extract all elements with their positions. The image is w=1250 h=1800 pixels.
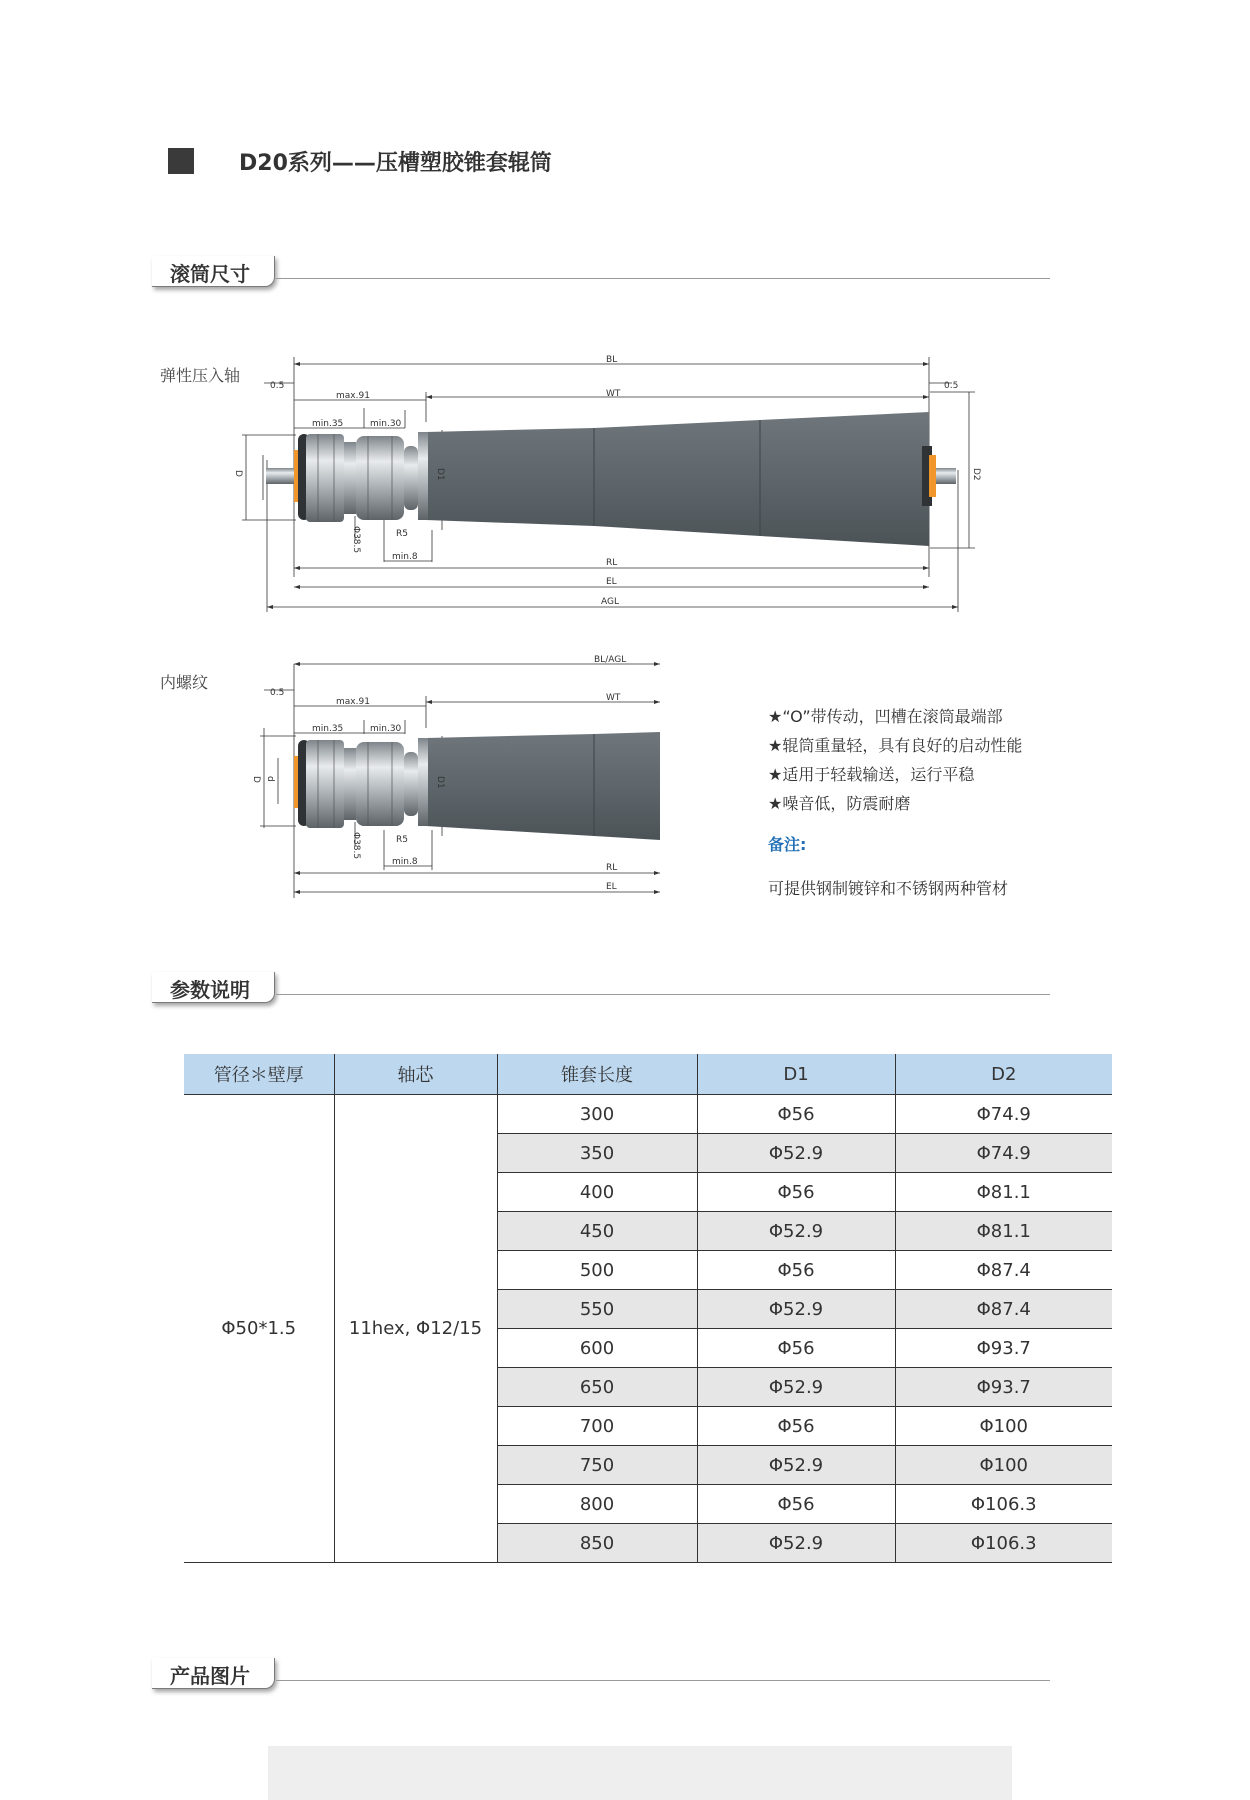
header-d2: D2 (895, 1054, 1112, 1095)
cell-d2: Φ106.3 (895, 1485, 1112, 1524)
dim2-r5: R5 (396, 835, 408, 845)
dim-r5: R5 (396, 529, 408, 539)
table-row (184, 1095, 1112, 1134)
cell-d1: Φ52.9 (697, 1446, 895, 1485)
cell-length: 450 (497, 1212, 697, 1251)
dim-half-left: 0.5 (270, 381, 285, 391)
dim2-min8: min.8 (392, 857, 418, 867)
cell-d2: Φ93.7 (895, 1329, 1112, 1368)
header-sleeve-length: 锥套长度 (497, 1054, 697, 1095)
cell-d1: Φ52.9 (697, 1134, 895, 1173)
cell-length: 400 (497, 1173, 697, 1212)
dim2-max91: max.91 (336, 697, 370, 707)
cell-d1: Φ52.9 (697, 1290, 895, 1329)
dim2-min30: min.30 (370, 724, 402, 734)
header-d1: D1 (697, 1054, 895, 1095)
cell-d2: Φ100 (895, 1446, 1112, 1485)
cell-d2: Φ74.9 (895, 1134, 1112, 1173)
note-title: 备注: (768, 835, 807, 854)
dim2-d1: D1 (435, 776, 445, 789)
cell-d1: Φ52.9 (697, 1524, 895, 1563)
dim-el: EL (606, 577, 617, 587)
note-text: 可提供钢制镀锌和不锈钢两种管材 (768, 879, 1009, 898)
dim-min8: min.8 (392, 552, 418, 562)
cell-d1: Φ52.9 (697, 1212, 895, 1251)
cell-d2: Φ87.4 (895, 1290, 1112, 1329)
section-tab-photos (152, 1658, 275, 1689)
cell-d2: Φ100 (895, 1407, 1112, 1446)
dim2-min35: min.35 (312, 724, 344, 734)
dim-rl: RL (606, 558, 618, 568)
feature-item: ★噪音低，防震耐磨 (768, 794, 911, 813)
dim2-d-lower: d (265, 776, 275, 782)
cell-d1: Φ56 (697, 1407, 895, 1446)
drawing2-label: 内螺纹 (160, 673, 209, 692)
section-tab-params (152, 972, 275, 1003)
spec-table (184, 1054, 1112, 1563)
dim-d2: D2 (971, 468, 981, 481)
cell-d2: Φ81.1 (895, 1212, 1112, 1251)
section-title-params: 参数说明 (170, 978, 250, 1002)
dim-dia385: Φ38.5 (351, 526, 361, 554)
cell-shaft: 11hex, Φ12/15 (334, 1095, 497, 1563)
cell-d2: Φ106.3 (895, 1524, 1112, 1563)
feature-item: ★适用于轻载输送，运行平稳 (768, 765, 975, 784)
dim2-wt: WT (606, 693, 621, 703)
section-title-size: 滚筒尺寸 (170, 262, 250, 286)
section-divider (276, 994, 1050, 995)
section-divider (276, 1680, 1050, 1681)
dim-max91: max.91 (336, 391, 370, 401)
cell-d1: Φ56 (697, 1485, 895, 1524)
feature-item: ★辊筒重量轻，具有良好的启动性能 (768, 736, 1023, 755)
cell-d2: Φ87.4 (895, 1251, 1112, 1290)
dim-wt: WT (606, 389, 621, 399)
cell-length: 800 (497, 1485, 697, 1524)
cell-pipe: Φ50*1.5 (184, 1095, 334, 1563)
table-header-row (184, 1054, 1112, 1095)
roller-drawing-internal-thread (0, 640, 700, 910)
dim2-el: EL (606, 882, 617, 892)
roller-drawing-press-shaft (0, 0, 1250, 640)
dim2-d-upper: D (251, 776, 261, 783)
cell-length: 550 (497, 1290, 697, 1329)
cell-length: 350 (497, 1134, 697, 1173)
drawing1-label: 弹性压入轴 (160, 366, 241, 385)
dim-bl: BL (606, 355, 618, 365)
dim2-half: 0.5 (270, 688, 285, 698)
section-title-photos: 产品图片 (170, 1664, 250, 1688)
cell-d2: Φ74.9 (895, 1095, 1112, 1134)
cell-d2: Φ93.7 (895, 1368, 1112, 1407)
cell-d1: Φ56 (697, 1095, 895, 1134)
header-pipe: 管径＊壁厚 (184, 1054, 334, 1095)
cell-d1: Φ56 (697, 1329, 895, 1368)
product-photo-area (268, 1746, 1012, 1800)
dim-min35: min.35 (312, 419, 344, 429)
dim-agl: AGL (601, 597, 619, 607)
cell-d1: Φ56 (697, 1173, 895, 1212)
dim2-bl-agl: BL/AGL (594, 655, 627, 665)
cell-length: 850 (497, 1524, 697, 1563)
dim2-dia385: Φ38.5 (351, 832, 361, 860)
page-title: D20系列——压槽塑胶锥套辊筒 (239, 151, 552, 176)
cell-length: 750 (497, 1446, 697, 1485)
dim-min30: min.30 (370, 419, 402, 429)
cell-length: 500 (497, 1251, 697, 1290)
cell-d1: Φ56 (697, 1251, 895, 1290)
dim-d1: D1 (435, 468, 445, 481)
cell-length: 700 (497, 1407, 697, 1446)
cell-d1: Φ52.9 (697, 1368, 895, 1407)
cell-d2: Φ81.1 (895, 1173, 1112, 1212)
dim2-rl: RL (606, 863, 618, 873)
dim-half-right: 0.5 (944, 381, 959, 391)
header-shaft: 轴芯 (334, 1054, 497, 1095)
cell-length: 650 (497, 1368, 697, 1407)
dim-d: D (233, 470, 243, 477)
feature-item: ★“O”带传动，凹槽在滚筒最端部 (768, 707, 1003, 726)
cell-length: 600 (497, 1329, 697, 1368)
cell-length: 300 (497, 1095, 697, 1134)
